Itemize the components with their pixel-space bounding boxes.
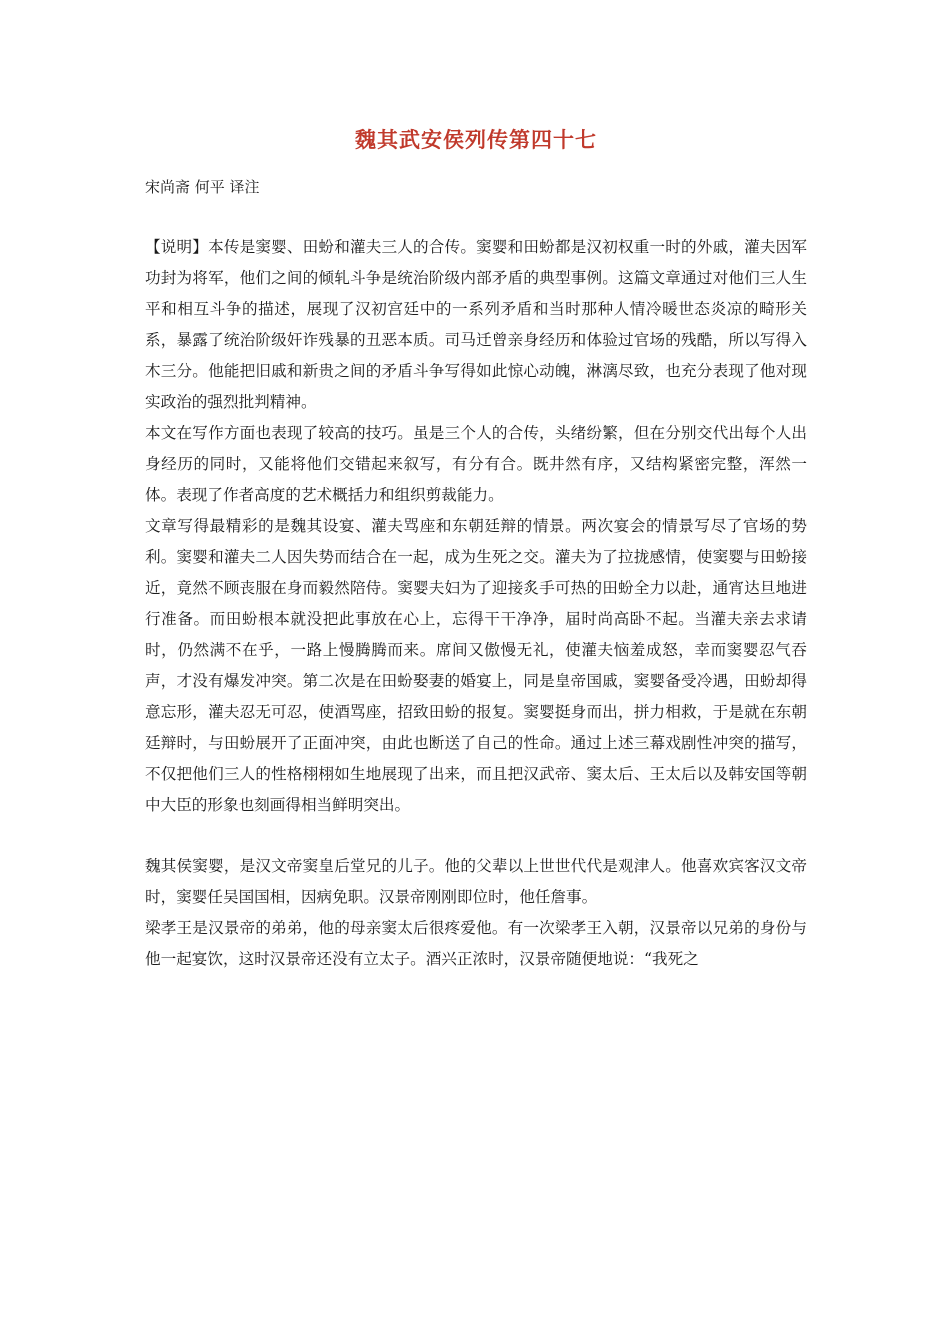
paragraph-technique: 本文在写作方面也表现了较高的技巧。虽是三个人的合传，头绪纷繁，但在分别交代出每个人出身经历的同时，又能将他们交错起来叙写，有分有合。既井然有序，又结构紧密完整，浑然一体。表现了作者高度的艺术概括力和组织剪裁能力。 bbox=[145, 424, 807, 504]
paragraph-intro: 【说明】本传是窦婴、田蚡和灌夫三人的合传。窦婴和田蚡都是汉初权重一时的外戚，灌夫因军功封为将军，他们之间的倾轧斗争是统治阶级内部矛盾的典型事例。这篇文章通过对他们三人生平和相互斗争的描述，展现了汉初宫廷中的一系列矛盾和当时那种人情冷暖世态炎凉的畸形关系，暴露了统治阶级奸诈残暴的丑恶本质。司马迁曾亲身经历和体验过官场的残酷，所以写得入木三分。他能把旧戚和新贵之间的矛盾斗争写得如此惊心动魄，淋漓尽致，也充分表现了他对现实政治的强烈批判精神。 bbox=[145, 238, 807, 411]
document-body bbox=[145, 232, 807, 975]
paragraph-gap bbox=[145, 821, 807, 851]
paragraph-biography: 魏其侯窦婴，是汉文帝窦皇后堂兄的儿子。他的父辈以上世世代代是观津人。他喜欢宾客汉文帝时，窦婴任吴国国相，因病免职。汉景帝刚刚即位时，他任詹事。 bbox=[145, 857, 807, 906]
document-title: 魏其武安侯列传第四十七 bbox=[355, 127, 597, 152]
paragraph-liang-xiao-wang: 梁孝王是汉景帝的弟弟，他的母亲窦太后很疼爱他。有一次梁孝王入朝，汉景帝以兄弟的身份与他一起宴饮，这时汉景帝还没有立太子。酒兴正浓时，汉景帝随便地说：“我死之 bbox=[145, 919, 807, 968]
paragraph-highlights: 文章写得最精彩的是魏其设宴、灌夫骂座和东朝廷辩的情景。两次宴会的情景写尽了官场的势利。窦婴和灌夫二人因失势而结合在一起，成为生死之交。灌夫为了拉拢感情，使窦婴与田蚡接近，竟然不顾丧服在身而毅然陪侍。窦婴夫妇为了迎接炙手可热的田蚡全力以赴，通宵达旦地进行准备。而田蚡根本就没把此事放在心上，忘得干干净净，届时尚高卧不起。当灌夫亲去求请时，仍然满不在乎，一路上慢腾腾而来。席间又傲慢无礼，使灌夫恼羞成怒，幸而窦婴忍气吞声，才没有爆发冲突。第二次是在田蚡娶妻的婚宴上，同是皇帝国戚，窦婴备受冷遇，田蚡却得意忘形，灌夫忍无可忍，使酒骂座，招致田蚡的报复。窦婴挺身而出，拼力相救，于是就在东朝廷辩时，与田蚡展开了正面冲突，由此也断送了自己的性命。通过上述三幕戏剧性冲突的描写，不仅把他们三人的性格栩栩如生地展现了出来，而且把汉武帝、窦太后、王太后以及韩安国等朝中大臣的形象也刻画得相当鲜明突出。 bbox=[145, 517, 807, 814]
author-line: 宋尚斋 何平 译注 bbox=[145, 178, 260, 196]
